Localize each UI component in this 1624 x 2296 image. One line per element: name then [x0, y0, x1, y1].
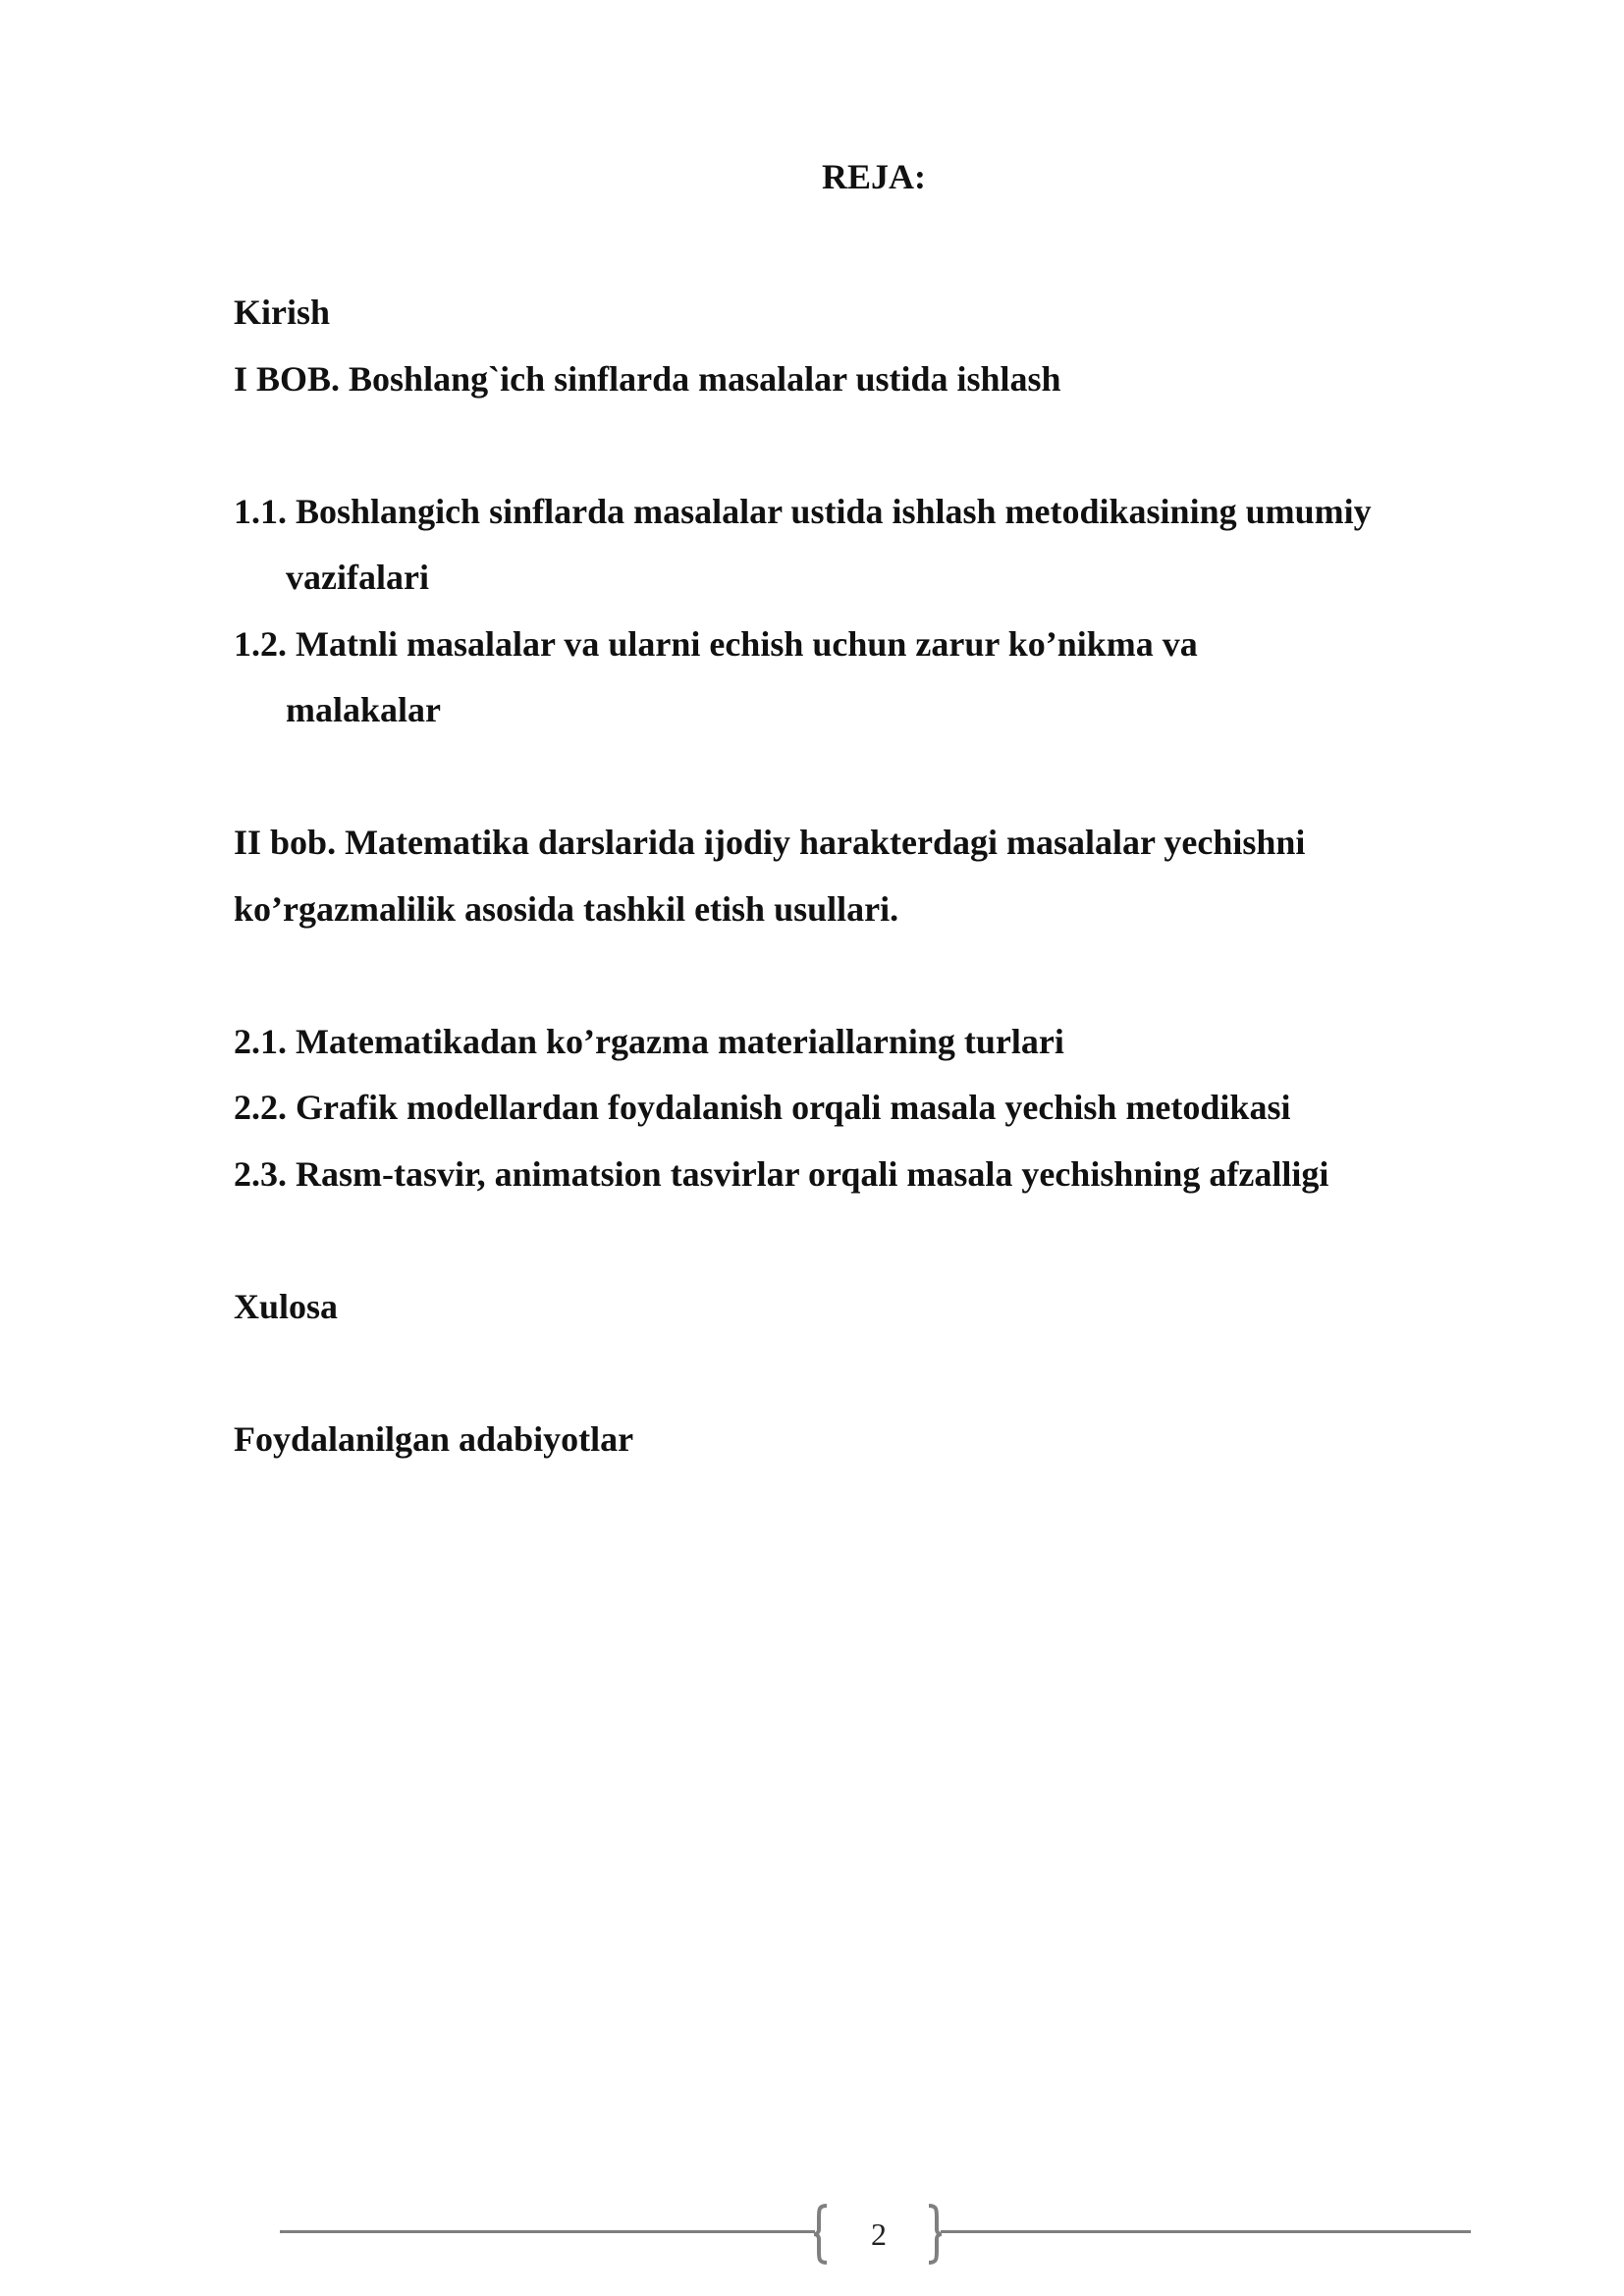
toc-entry-section-1-2-continued: malakalar [286, 690, 441, 729]
toc-entry-references: Foydalanilgan adabiyotlar [234, 1419, 634, 1459]
toc-entry-section-2-3: 2.3. Rasm-tasvir, animatsion tasvirlar orqali masala yechishning afzalligi [234, 1154, 1329, 1194]
footer-divider-left [280, 2230, 815, 2233]
footer-left-bracket [813, 2204, 829, 2265]
toc-entry-section-2-1: 2.1. Matematikadan ko’rgazma materiallarning turlari [234, 1022, 1064, 1061]
toc-entry-section-1-1: 1.1. Boshlangich sinflarda masalalar ustida ishlash metodikasining umumiy [234, 492, 1372, 531]
page-number: 2 [871, 2216, 887, 2252]
toc-entry-section-1-1-continued: vazifalari [286, 558, 429, 597]
toc-entry-chapter-1: I BOB. Boshlang`ich sinflarda masalalar ustida ishlash [234, 359, 1061, 399]
toc-entry-chapter-2: II bob. Matematika darslarida ijodiy harakterdagi masalalar yechishni [234, 823, 1306, 862]
toc-entry-section-1-2: 1.2. Matnli masalalar va ularni echish uchun zarur ko’nikma va [234, 624, 1198, 664]
footer-right-bracket [927, 2204, 943, 2265]
footer-divider-right [941, 2230, 1471, 2233]
toc-entry-conclusion: Xulosa [234, 1287, 339, 1326]
toc-entry-chapter-2-continued: ko’rgazmalilik asosida tashkil etish usullari. [234, 889, 899, 929]
toc-entry-introduction: Kirish [234, 293, 331, 332]
toc-entry-section-2-2: 2.2. Grafik modellardan foydalanish orqali masala yechish metodikasi [234, 1088, 1291, 1127]
page-title: REJA: [822, 157, 926, 196]
